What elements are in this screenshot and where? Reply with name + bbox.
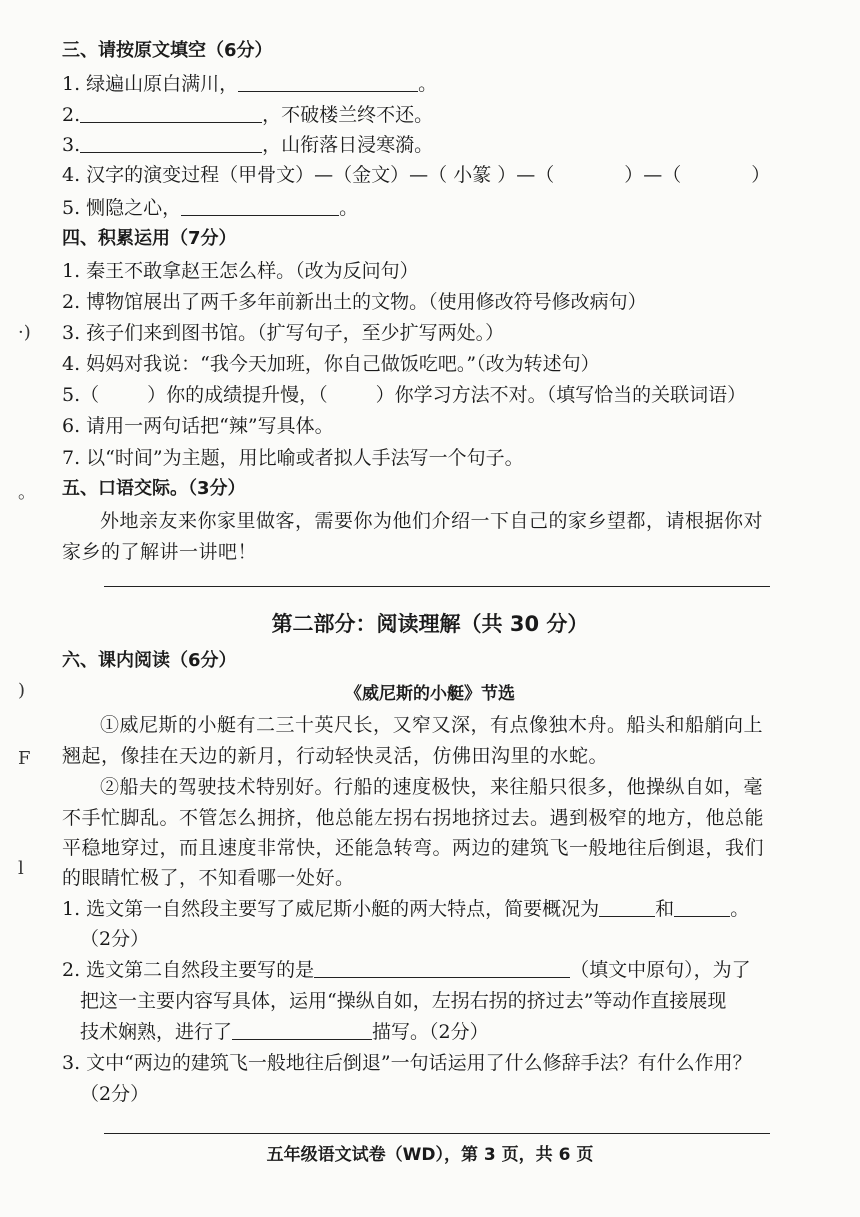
sec3-question-5: 5. 恻隐之心， 。 [62, 197, 359, 219]
sec4-question-3: 3. 孩子们来到图书馆。（扩写句子，至少扩写两处。） [62, 322, 505, 344]
answer-blank[interactable] [181, 197, 339, 216]
section-3-title: 三、请按原文填空（6分） [62, 40, 273, 61]
answer-blank[interactable] [599, 898, 655, 917]
answer-line[interactable] [104, 586, 770, 587]
sec6-q1-score: （2分） [80, 928, 150, 950]
sec6-q3-score: （2分） [80, 1083, 150, 1105]
sec5-prompt-line: 外地亲友来你家里做客，需要你为他们介绍一下自己的家乡望都，请根据你对 [100, 510, 764, 532]
answer-blank[interactable] [238, 73, 418, 92]
passage-line: ②船夫的驾驶技术特别好。行船的速度极快，来往船只很多，他操纵自如，毫 [100, 776, 764, 798]
margin-mark: 。 [18, 482, 36, 503]
section-6-title: 六、课内阅读（6分） [62, 650, 237, 671]
sec4-question-2: 2. 博物馆展出了两千多年前新出土的文物。（使用修改符号修改病句） [62, 291, 647, 313]
section-5-title: 五、口语交际。（3分） [62, 478, 246, 499]
sec4-question-6: 6. 请用一两句话把“辣”写具体。 [62, 415, 334, 437]
passage-line: 不手忙脚乱。不管怎么拥挤，他总能左拐右拐地挤过去。遇到极窄的地方，他总能 [62, 807, 765, 829]
passage-line: 翘起，像挂在天边的新月，行动轻快灵活，仿佛田沟里的水蛇。 [62, 745, 609, 767]
answer-blank[interactable] [314, 959, 570, 978]
margin-mark: l [18, 858, 24, 879]
sec6-question-1: 1. 选文第一自然段主要写了威尼斯小艇的两大特点，简要概况为 和 。 [62, 898, 750, 920]
sec3-question-2: 2. ，不破楼兰终不还。 [62, 104, 434, 126]
answer-blank[interactable] [80, 134, 262, 153]
margin-mark: ·) [18, 322, 31, 343]
sec6-question-2: 2. 选文第二自然段主要写的是 （填文中原句），为了 [62, 959, 751, 981]
sec5-prompt-line: 家乡的了解讲一讲吧！ [62, 541, 258, 563]
sec3-question-1: 1. 绿遍山原白满川， 。 [62, 73, 438, 95]
sec3-question-4: 4. 汉字的演变过程（甲骨文）—（金文）—（ 小篆 ）—（ ）—（ ） [62, 164, 771, 186]
passage-line: ①威尼斯的小艇有二三十英尺长，又窄又深，有点像独木舟。船头和船艄向上 [100, 714, 764, 736]
section-4-title: 四、积累运用（7分） [62, 228, 237, 249]
passage-line: 的眼睛忙极了，不知看哪一处好。 [62, 867, 355, 889]
sec4-question-7: 7. 以“时间”为主题，用比喻或者拟人手法写一个句子。 [62, 447, 524, 469]
sec6-q2-line: 技术娴熟，进行了 描写。（2分） [80, 1021, 489, 1043]
answer-blank[interactable] [232, 1021, 372, 1040]
footer-rule [104, 1133, 770, 1134]
margin-mark: F [18, 748, 31, 769]
sec6-question-3: 3. 文中“两边的建筑飞一般地往后倒退”一句话运用了什么修辞手法？有什么作用？ [62, 1052, 752, 1074]
answer-blank[interactable] [674, 898, 730, 917]
margin-mark: ) [18, 680, 26, 701]
passage-line: 平稳地穿过，而且速度非常快，还能急转弯。两边的建筑飞一般地往后倒退，我们 [62, 837, 765, 859]
sec4-question-1: 1. 秦王不敢拿赵王怎么样。（改为反问句） [62, 260, 419, 282]
sec4-question-5: 5.（ ）你的成绩提升慢，（ ）你学习方法不对。（填写恰当的关联词语） [62, 384, 747, 406]
part-2-title: 第二部分：阅读理解（共 30 分） [271, 612, 589, 636]
sec6-q2-line: 把这一主要内容写具体，运用“操纵自如，左拐右拐的挤过去”等动作直接展现 [80, 990, 727, 1012]
answer-blank[interactable] [80, 104, 262, 123]
passage-title: 《威尼斯的小艇》节选 [345, 684, 515, 704]
sec3-question-3: 3. ，山衔落日浸寒漪。 [62, 134, 434, 156]
sec4-question-4: 4. 妈妈对我说：“我今天加班，你自己做饭吃吧。”（改为转述句） [62, 353, 600, 375]
page-footer: 五年级语文试卷（WD），第 3 页，共 6 页 [266, 1145, 594, 1165]
